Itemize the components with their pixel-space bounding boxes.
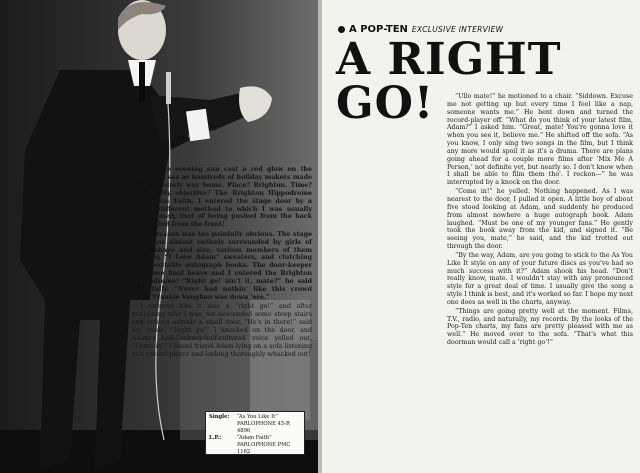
lp-title: “Adam Faith” — [237, 435, 272, 441]
article-body — [447, 93, 633, 348]
single-label: Single: — [209, 414, 230, 420]
intro-paragraph-3: I assured him it was a “right go!” and after explaining who I was, we descended some steep stairs and arrived outside a small door. “He's in there!” said my guide. “Right go!” I knocked on the door, and Adam's half-Cockney-half-cultured voice yelled out, “Come in!” I found friend Adam lying on a sofa listening to a record player and looking thoroughly whacked out! — [132, 303, 312, 358]
headline-line-2: GO! — [336, 78, 435, 129]
kicker-brand: A POP-TEN — [349, 24, 408, 35]
kicker-tag: EXCLUSIVE INTERVIEW — [411, 25, 504, 34]
single-catalog: PARLOPHONE 45-R 4896 — [237, 421, 290, 434]
intro-paragraph-2: The reason was too painfully obvious. The stage door was almost entirely surrounded by girls of every shape and size, various members of them wearing “I Love Adam” sweaters, and clutching the inevitable autograph books. The door-keeper gave one final heave and I entered the Brighton Hippodrome! “Right go! ain't it, mate?” he said cheerfully. “Never had nothin' like this crowd since Frankie Vaughan was down 'ere.” — [132, 230, 312, 301]
single-title: “As You Like It” — [237, 414, 278, 420]
body-paragraph-4: “Things are going pretty well at the moment. Films, T.V., radio, and naturally, my records. By the looks of the Pop-Ten charts, my fans are pretty pleased with me as well.” He moved over to the sofa. “That's what this doorman would call a ‘right go’!” — [447, 307, 633, 347]
lp-row — [209, 435, 301, 442]
body-paragraph-2: “Come in!” he yelled. Nothing happened. As I was nearest to the door, I pulled it open. A little boy of about five stood looking at Adam, and suddenly he produced from almost nowhere a huge autograph book. Adam laughed. “Must be one of my younger fans.” He gently took the book away from the kid, and signed it. “Be seeing you, mate,” he said, and the kid trotted out through the door. — [447, 188, 633, 251]
intro-paragraph-1: The late evening sun cast a red glow on the sparkling sea as hundreds of holiday makers made their leisurely way home. Place? Brighton. Time? 7 p.m. My objective? The Brighton Hippodrome and Adam Faith. I entered the stage door by a rather different method to which I was usually accustomed, that of being pushed from the back and pulled from the front! — [132, 166, 312, 229]
lp-catalog: PARLOPHONE PMC 1162 — [237, 442, 291, 455]
single-row — [209, 414, 301, 421]
lp-catalog-row — [209, 442, 301, 456]
lp-label: L.P.: — [209, 435, 222, 441]
headline-line-1: A RIGHT — [336, 34, 562, 85]
body-paragraph-3: “By the way, Adam, are you going to stick to the As You Like It style on any of your future discs as you've had so much success with it?” Adam shook his head. “Don't really know, mate. I wouldn't stay with any pronounced style for a great deal of time. I usually give the song a style I think is best, and it's worked so far. I hope my next one does as well in the charts, anyway. — [447, 251, 633, 306]
bullet-icon — [338, 26, 345, 33]
left-page — [0, 0, 318, 473]
single-catalog-row — [209, 421, 301, 435]
body-paragraph-1: “Ullo mate!” he motioned to a chair. “Siddown. Excuse me not getting up but every time I feel like a nap, someone wants me.” He bent down and turned the record-player off. “What do you think of your latest film, Adam?” I asked him. “Great, mate! You're gonna love it when you see it, believe me.” He shifted off the sofa. “As you know, I only sing two songs in the film, but I think any more would spoil it as it's a drama. There are plans going ahead for a couple more films after ‘Mix Me A Person,’ not definite yet, but nearly so. I don't know when I shall be able to film them tho'. I reckon—” he was interrupted by a knock on the door. — [447, 93, 633, 187]
right-page — [322, 0, 640, 473]
article-intro — [132, 166, 312, 360]
discography-box — [205, 411, 305, 455]
